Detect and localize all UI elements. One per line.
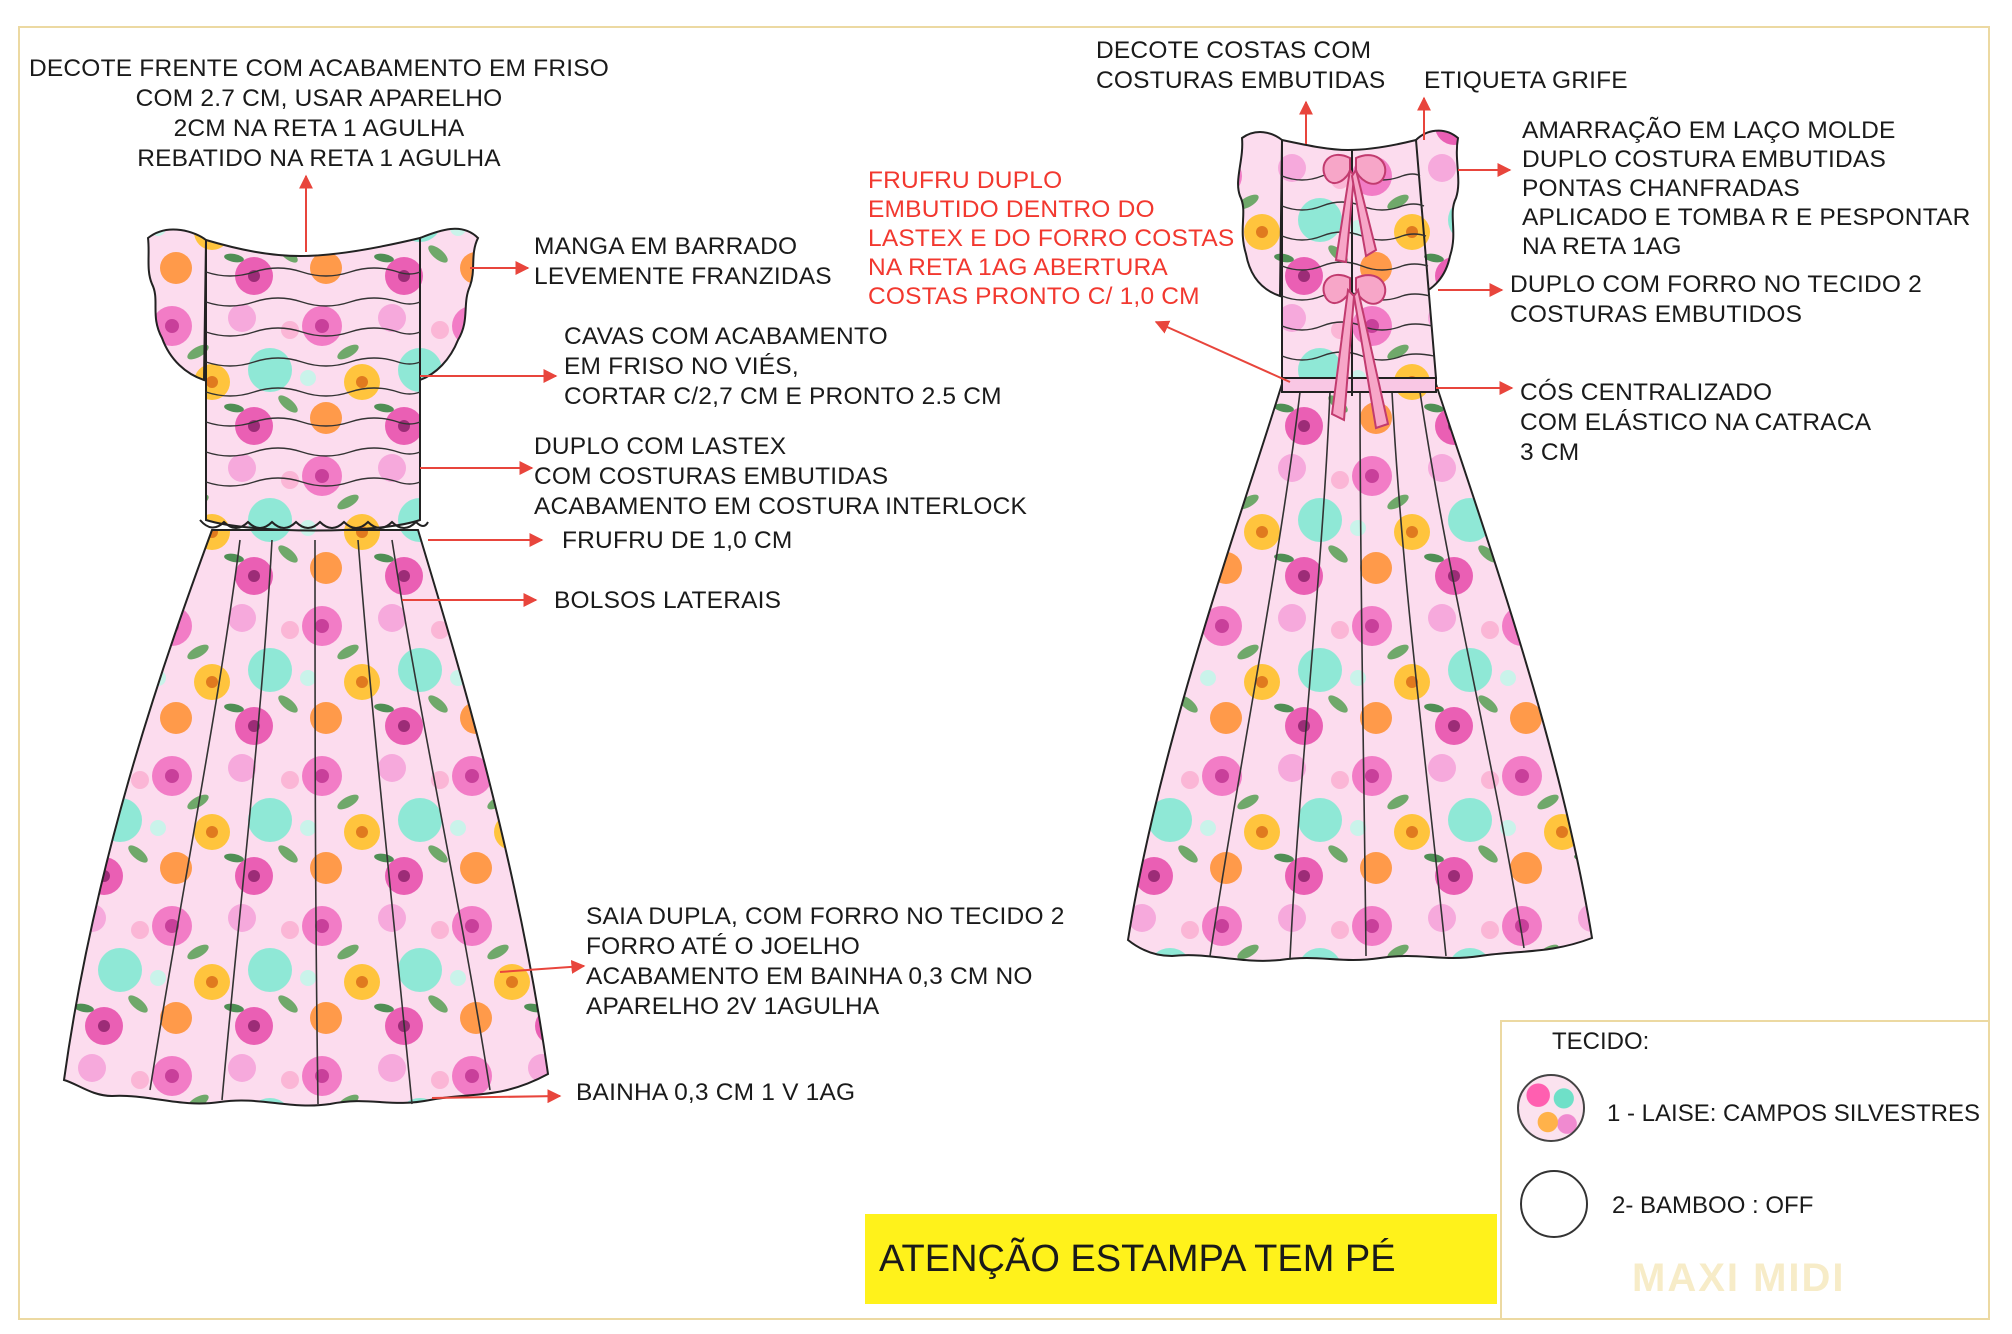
note-line: CÓS CENTRALIZADO <box>1520 379 1773 406</box>
front-skirt <box>64 530 548 1106</box>
legend-item-label: 2- BAMBOO : OFF <box>1612 1192 1814 1219</box>
note-double-lining <box>1510 270 1922 330</box>
note-line: SAIA DUPLA, COM FORRO NO TECIDO 2 <box>586 903 1065 930</box>
note-frill-double <box>868 166 1234 311</box>
note-line: DECOTE FRENTE COM ACABAMENTO EM FRISO <box>28 55 610 82</box>
note-line: CORTAR C/2,7 CM E PRONTO 2.5 CM <box>564 383 1002 410</box>
legend-item-label: 1 - LAISE: CAMPOS SILVESTRES <box>1607 1100 1981 1127</box>
brand-mark: MAXI MIDI <box>1632 1256 1846 1300</box>
note-line: 2CM NA RETA 1 AGULHA <box>173 115 465 142</box>
note-line: DUPLO COSTURA EMBUTIDAS <box>1522 146 1886 173</box>
note-brand-label: ETIQUETA GRIFE <box>1424 67 1628 94</box>
front-dress <box>64 229 548 1106</box>
note-line: NA RETA 1AG ABERTURA <box>868 254 1168 281</box>
note-line: DUPLO COM FORRO NO TECIDO 2 <box>1510 271 1922 298</box>
note-line: APLICADO E TOMBA R E PESPONTAR <box>1522 204 1971 231</box>
front-bodice <box>206 238 420 531</box>
note-line: REBATIDO NA RETA 1 AGULHA <box>137 145 501 172</box>
note-line: DECOTE COSTAS COM <box>1096 37 1372 64</box>
note-line: EM FRISO NO VIÉS, <box>564 353 799 380</box>
note-neckline-back <box>1096 36 1385 96</box>
note-line: COSTURAS EMBUTIDOS <box>1510 301 1803 328</box>
legend-title: TECIDO: <box>1552 1028 1650 1055</box>
note-hem: BAINHA 0,3 CM 1 V 1AG <box>576 1079 856 1106</box>
note-line: COSTURAS EMBUTIDAS <box>1096 67 1386 94</box>
fabric-legend <box>1500 1020 1990 1320</box>
note-line: COM ELÁSTICO NA CATRACA <box>1520 409 1872 436</box>
note-armhole <box>564 322 1002 412</box>
note-line: APARELHO 2V 1AGULHA <box>586 993 880 1020</box>
note-double-lastex <box>534 432 1027 522</box>
note-line: NA RETA 1AG <box>1522 233 1682 260</box>
warning-text: ATENÇÃO ESTAMPA TEM PÉ <box>879 1238 1396 1280</box>
note-line: LEVEMENTE FRANZIDAS <box>534 263 832 290</box>
note-line: COSTAS PRONTO C/ 1,0 CM <box>868 283 1200 310</box>
note-line: COM COSTURAS EMBUTIDAS <box>534 463 889 490</box>
note-line: ACABAMENTO EM COSTURA INTERLOCK <box>534 493 1028 520</box>
note-line: AMARRAÇÃO EM LAÇO MOLDE <box>1522 117 1896 144</box>
note-line: CAVAS COM ACABAMENTO <box>564 323 888 350</box>
note-line: EMBUTIDO DENTRO DO <box>868 196 1155 223</box>
front-sleeve-right <box>420 229 478 380</box>
back-sleeve-left <box>1238 132 1282 296</box>
note-neckline-front <box>14 54 624 174</box>
note-line: FORRO ATÉ O JOELHO <box>586 933 861 960</box>
note-waistband <box>1520 378 1871 468</box>
note-line: DUPLO COM LASTEX <box>534 433 787 460</box>
fabric-swatch-floral <box>1517 1074 1585 1142</box>
note-line: ACABAMENTO EM BAINHA 0,3 CM NO <box>586 963 1033 990</box>
arrow-frill-double <box>1156 322 1290 382</box>
front-sleeve-left <box>148 229 206 380</box>
fabric-swatch-plain <box>1520 1170 1588 1238</box>
note-frill: FRUFRU DE 1,0 CM <box>562 527 793 554</box>
note-line: FRUFRU DUPLO <box>868 167 1063 194</box>
print-direction-warning <box>865 1214 1497 1304</box>
note-line: 3 CM <box>1520 439 1580 466</box>
note-line: LASTEX E DO FORRO COSTAS <box>868 225 1235 252</box>
note-tie <box>1522 116 1970 261</box>
back-waistband <box>1282 378 1436 392</box>
note-line: COM 2.7 CM, USAR APARELHO <box>135 85 503 112</box>
note-pockets: BOLSOS LATERAIS <box>554 587 782 614</box>
note-skirt <box>586 902 1065 1022</box>
note-sleeve <box>534 232 832 292</box>
note-line: PONTAS CHANFRADAS <box>1522 175 1800 202</box>
note-line: MANGA EM BARRADO <box>534 233 798 260</box>
